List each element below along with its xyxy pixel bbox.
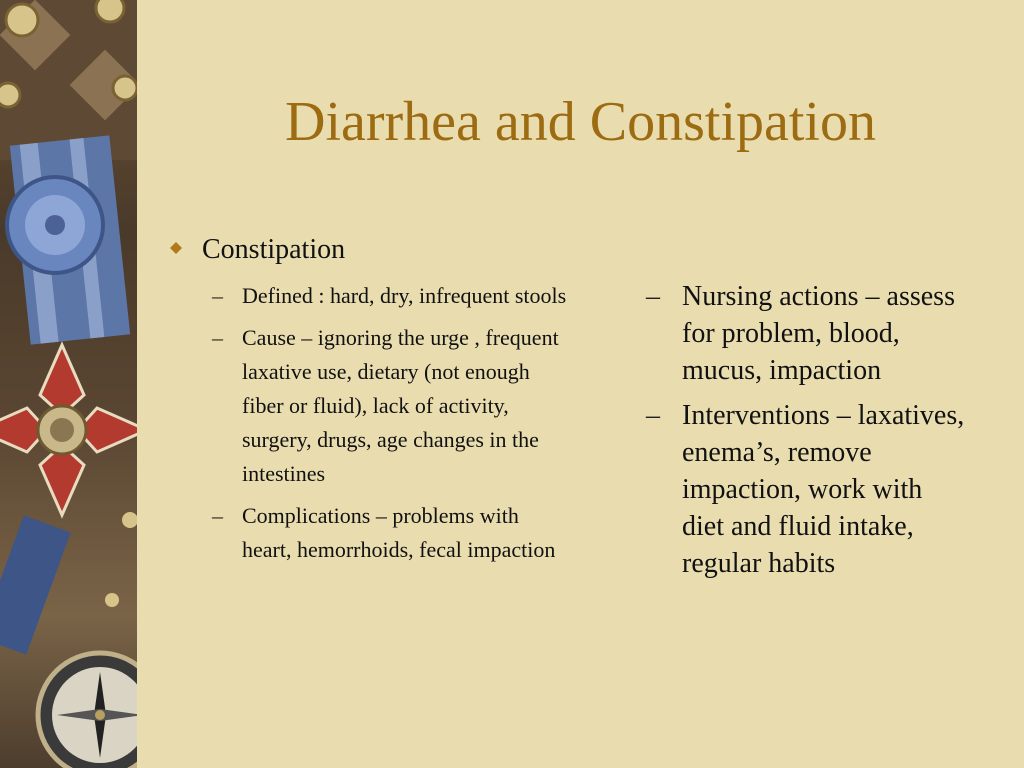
dash-marker: – — [212, 503, 223, 528]
right-column — [646, 278, 966, 590]
dash-marker: – — [212, 325, 223, 350]
list-item-text: Complications – problems with heart, hemorrhoids, fecal impaction — [242, 503, 556, 562]
sub-bullet-list — [168, 279, 568, 567]
dash-marker: – — [212, 283, 223, 308]
slide-title: Diarrhea and Constipation — [285, 91, 876, 153]
list-item-text: Nursing actions – assess for problem, blood, mucus, impaction — [682, 281, 955, 386]
list-item — [212, 321, 568, 491]
dash-marker: – — [646, 400, 660, 431]
dash-marker: – — [646, 281, 660, 312]
list-item — [646, 397, 966, 582]
list-item-text: Interventions – laxatives, enema’s, remove impaction, work with diet and fluid intake, regular habits — [682, 400, 965, 579]
diamond-bullet-icon — [170, 242, 182, 254]
list-item — [212, 499, 568, 567]
left-column — [168, 232, 568, 575]
list-item-text: Defined : hard, dry, infrequent stools — [242, 283, 567, 308]
medal-compass-illustration — [0, 0, 137, 768]
main-bullet — [168, 232, 568, 267]
list-item-text: Cause – ignoring the urge , frequent laxative use, dietary (not enough fiber or fluid), lack of activity, surgery, drugs, age changes in the intestines — [242, 325, 559, 486]
decorative-image-strip — [0, 0, 137, 768]
list-item — [646, 278, 966, 389]
bullet-heading: Constipation — [202, 234, 346, 265]
list-item — [212, 279, 568, 313]
